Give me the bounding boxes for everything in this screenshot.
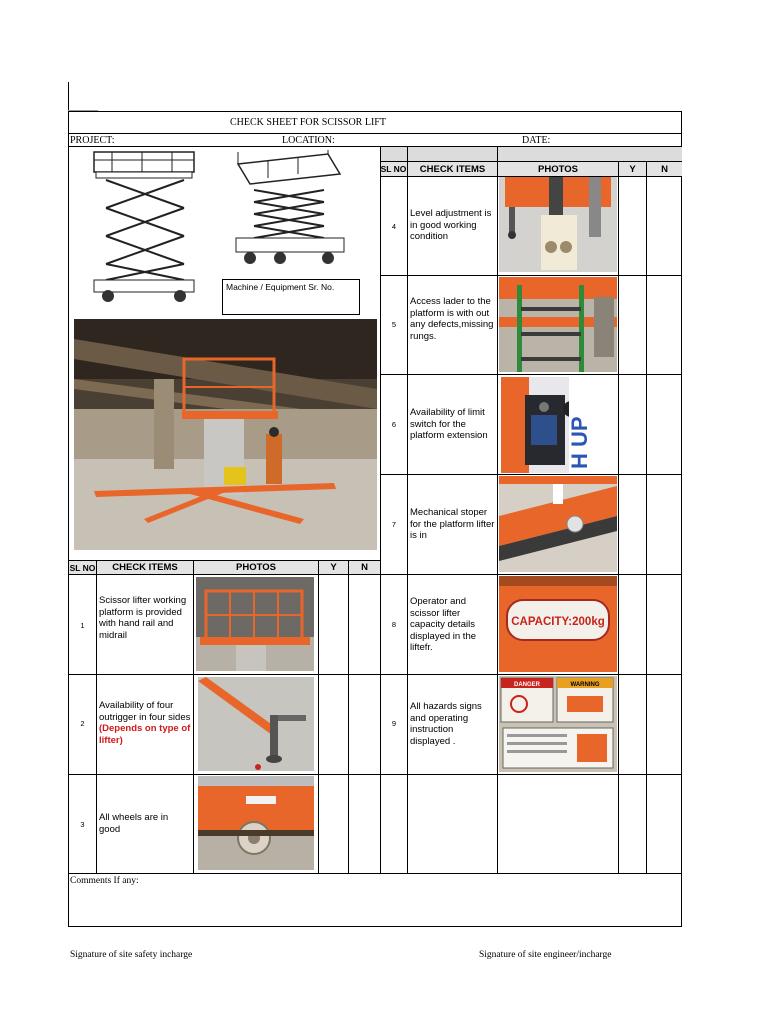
margin-mark (68, 82, 69, 110)
photo-level-adjustment (499, 177, 617, 272)
row-number: 4 (391, 222, 397, 231)
right-header-y: Y (619, 162, 646, 176)
col-line (380, 147, 381, 873)
check-item-text: Operator and scissor lifter capacity details displayed in the liftefr. (410, 596, 477, 653)
col-line (318, 561, 319, 873)
col-line (646, 161, 647, 873)
scissor-lift-drawing-side (228, 150, 348, 275)
photo-outrigger (198, 677, 314, 771)
photo-scissor-lift-site (74, 319, 377, 550)
row-line (380, 474, 682, 475)
row-number: 2 (80, 719, 85, 728)
check-item-text: Access lader to the platform is with out any defects,missing rungs. (410, 296, 494, 342)
row-line (380, 674, 682, 675)
check-item-text: All wheels are in good (99, 812, 169, 835)
check-item-text: Level adjustment is in good working condition (410, 208, 492, 242)
divider (68, 133, 682, 134)
signature-site-engineer: Signature of site engineer/incharge (479, 950, 612, 960)
row-number: 5 (391, 320, 397, 329)
col-line (96, 561, 97, 873)
machine-sr-no-label: Machine / Equipment Sr. No. (226, 282, 335, 292)
check-item-text: All hazards signs and operating instruction displayed . (410, 701, 482, 747)
scissor-lift-drawing-front (92, 150, 200, 305)
col-line (497, 147, 498, 873)
photo-limit-switch (501, 377, 615, 473)
photo-mechanical-stopper (499, 476, 617, 572)
comments-label: Comments If any: (70, 876, 139, 886)
row-line (68, 574, 682, 575)
row-line (380, 275, 682, 276)
warning-label: WARNING (570, 682, 600, 688)
date-label: DATE: (522, 135, 551, 146)
col-line (193, 561, 194, 873)
right-header-photos: PHOTOS (498, 162, 618, 176)
photo-wheels (198, 776, 314, 870)
left-header-n: N (349, 561, 380, 574)
left-header-y: Y (319, 561, 348, 574)
check-item-text: Scissor lifter working platform is provided with hand rail and midrail (99, 595, 187, 641)
right-header-check-items: CHECK ITEMS (408, 162, 497, 176)
row-number: 7 (391, 520, 397, 529)
limit-switch-label: H UP (567, 416, 592, 469)
col-line (407, 147, 408, 873)
check-item-note: (Depends on type of lifter) (99, 723, 191, 746)
row-line (380, 774, 682, 775)
col-line (618, 161, 619, 873)
photo-hazard-signs (499, 676, 617, 772)
photo-hand-rail (196, 577, 314, 671)
signature-safety-incharge: Signature of site safety incharge (70, 950, 193, 960)
right-gray-row (380, 147, 682, 161)
left-header-slno: SL NO (69, 562, 96, 573)
check-item-text: Availability of limit switch for the platform extension (410, 407, 488, 441)
row-line (380, 374, 682, 375)
check-item-text (99, 700, 191, 746)
col-line (348, 561, 349, 873)
photo-access-ladder (499, 277, 617, 372)
row-number: 9 (391, 719, 397, 728)
location-label: LOCATION: (282, 135, 335, 146)
row-number: 1 (80, 621, 85, 630)
row-line (68, 674, 380, 675)
check-item-text: Mechanical stoper for the platform lifter is in (410, 507, 495, 541)
left-header-photos: PHOTOS (194, 561, 318, 574)
sheet-title: CHECK SHEET FOR SCISSOR LIFT (230, 117, 386, 128)
row-line (68, 873, 682, 874)
row-number: 6 (391, 420, 397, 429)
project-label: PROJECT: (70, 135, 115, 146)
photo-capacity-sign (499, 576, 617, 672)
row-number: 3 (80, 820, 85, 829)
left-header-check-items: CHECK ITEMS (97, 561, 193, 574)
right-header-n: N (647, 162, 682, 176)
row-line (68, 774, 380, 775)
right-header-slno: SL NO (380, 164, 407, 174)
danger-label: DANGER (513, 682, 541, 688)
row-number: 8 (391, 620, 397, 629)
check-item-main-text: Availability of four outrigger in four sides (99, 700, 191, 723)
capacity-label: CAPACITY:200kg (511, 616, 605, 628)
